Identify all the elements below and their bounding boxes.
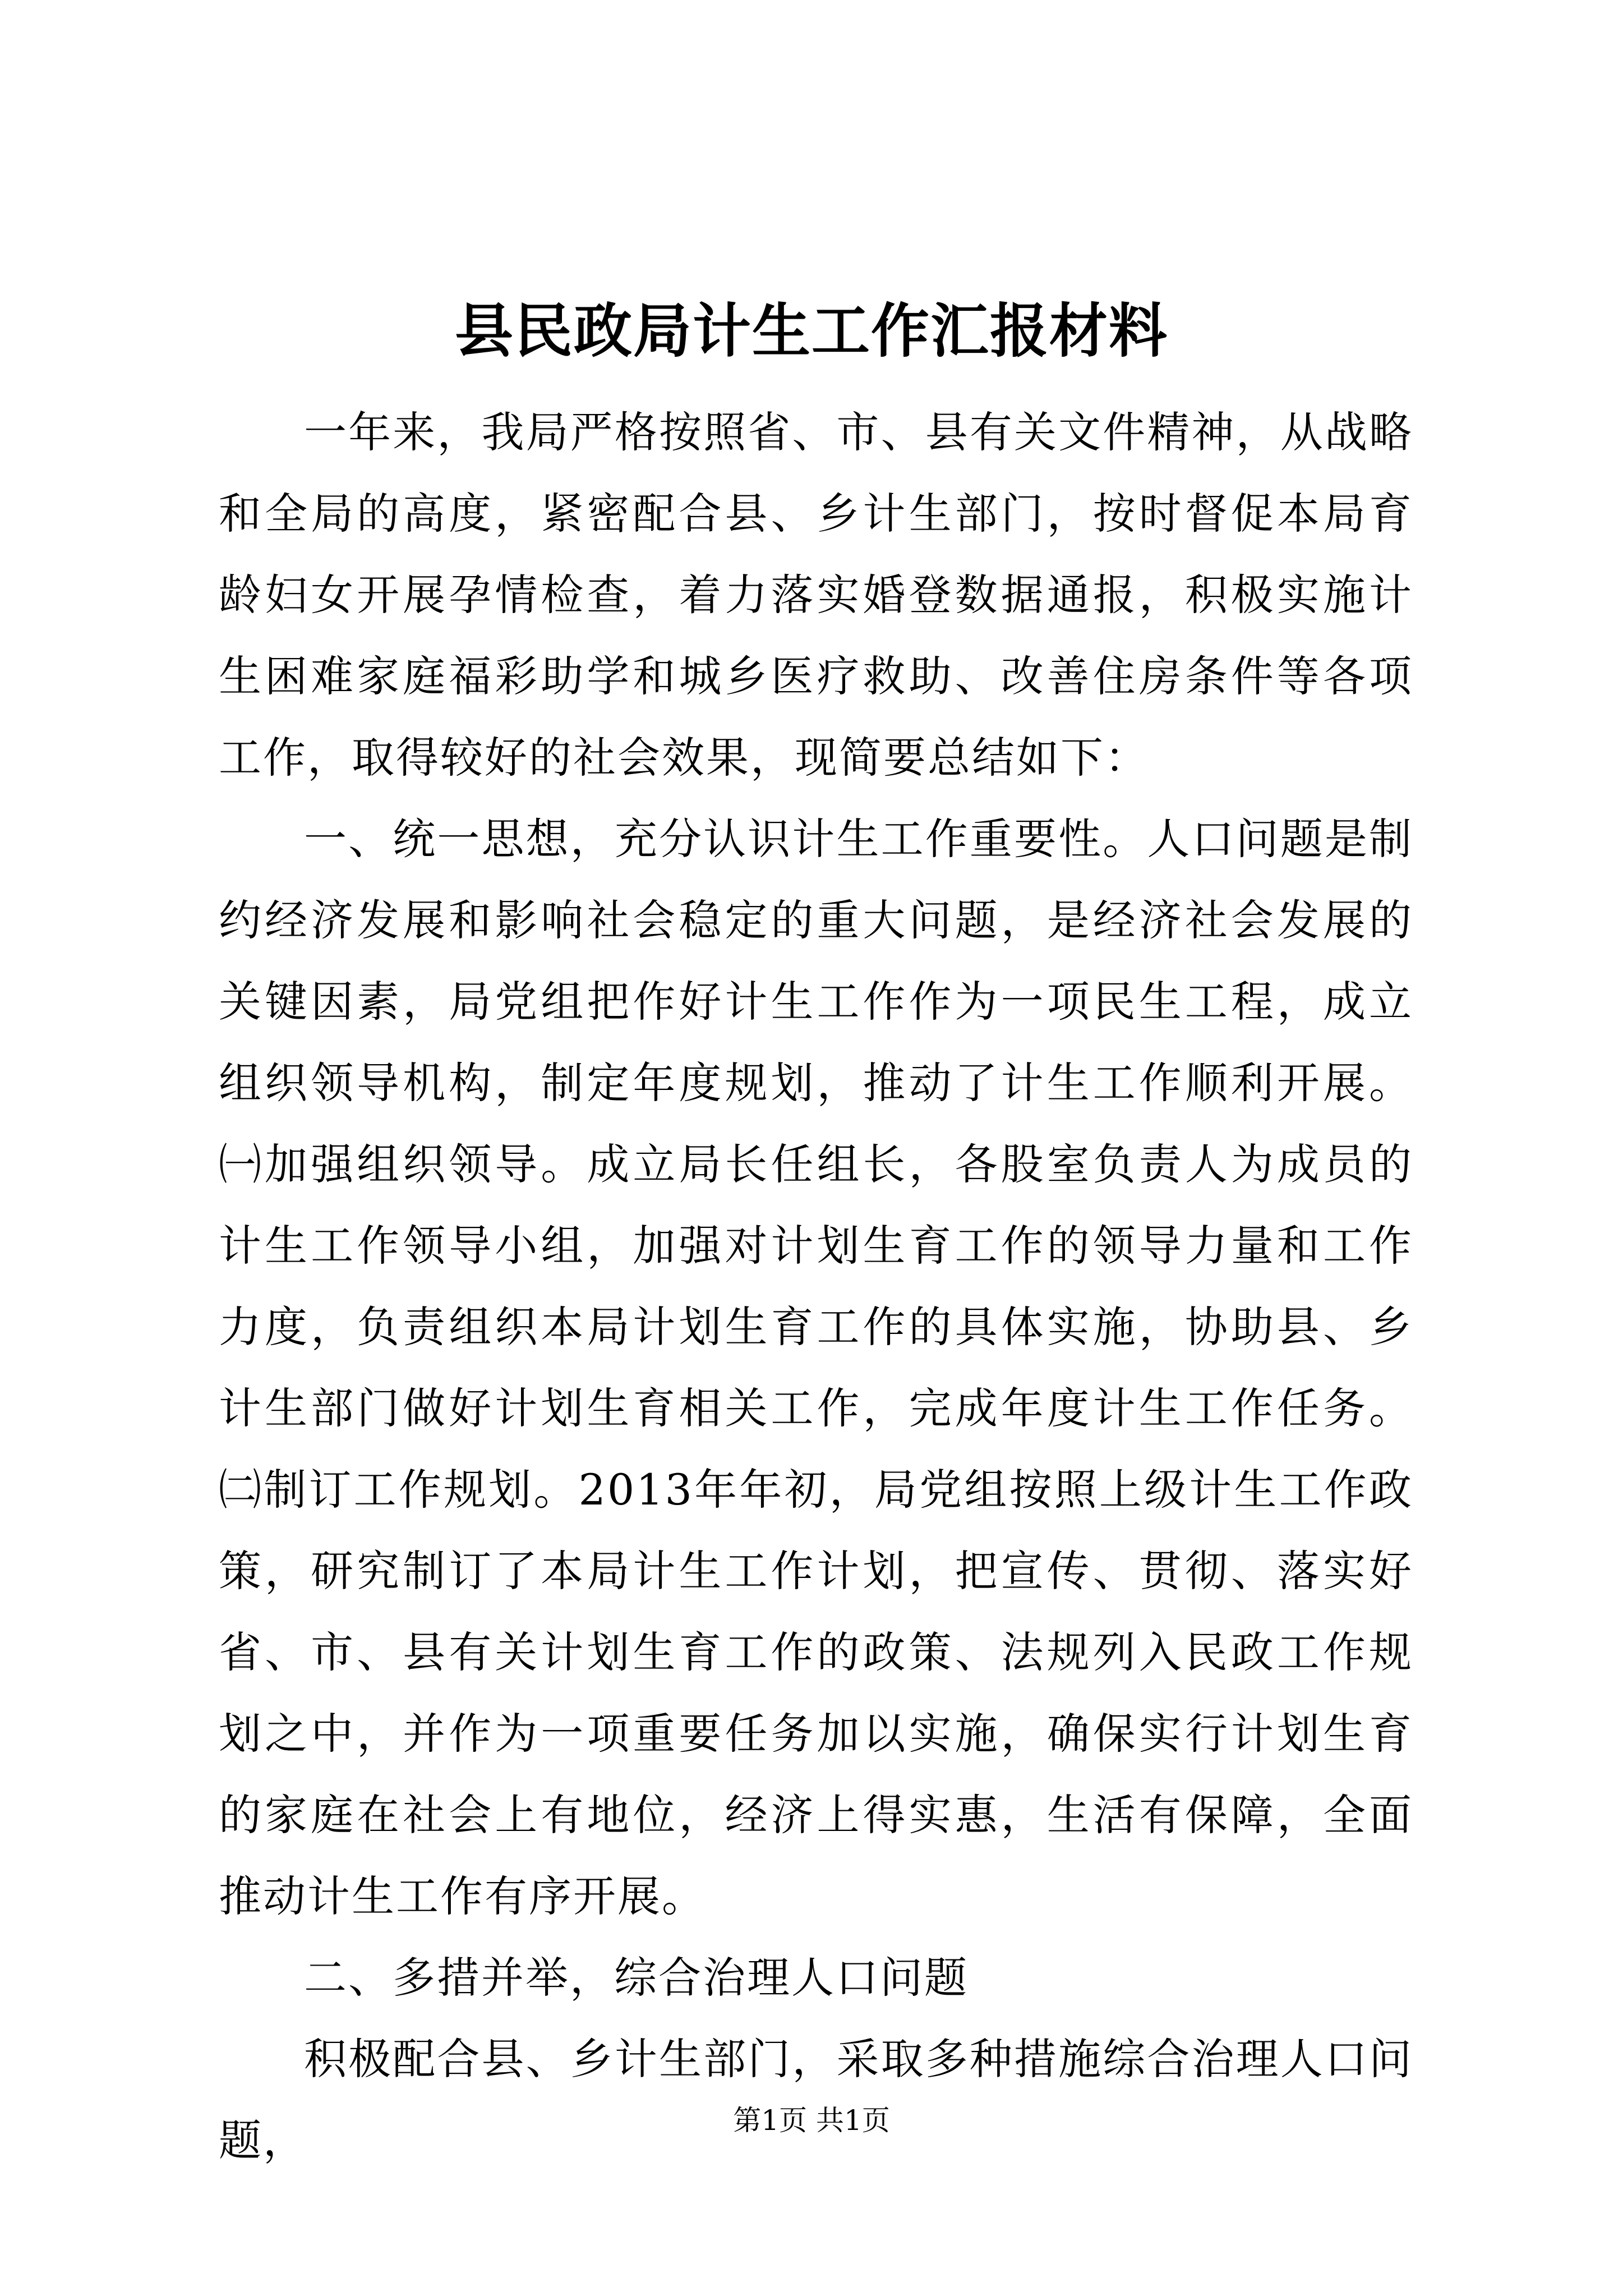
document-title: 县民政局计生工作汇报材料 [454, 296, 1168, 365]
document-body [219, 392, 1413, 2181]
paragraph-section-one: 一、统一思想，充分认识计生工作重要性。人口问题是制约经济发展和影响社会稳定的重大问题，是经济社会发展的关键因素，局党组把作好计生工作作为一项民生工程，成立组织领导机构，制定年度规划，推动了计生工作顺利开展。㈠加强组织领导。成立局长任组长，各股室负责人为成员的计生工作领导小组，加强对计划生育工作的领导力量和工作力度，负责组织本局计划生育工作的具体实施，协助县、乡计生部门做好计划生育相关工作，完成年度计生工作任务。㈡制订工作规划。2013年年初，局党组按照上级计生工作政策，研究制订了本局计生工作计划，把宣传、贯彻、落实好省、市、县有关计划生育工作的政策、法规列入民政工作规划之中，并作为一项重要任务加以实施，确保实行计划生育的家庭在社会上有地位，经济上得实惠，生活有保障，全面推动计生工作有序开展。 [219, 814, 1413, 1921]
paragraph-section-two: 积极配合县、乡计生部门，采取多种措施综合治理人口问题， [219, 2034, 1413, 2165]
paragraph-intro: 一年来，我局严格按照省、市、县有关文件精神，从战略和全局的高度，紧密配合县、乡计生部门，按时督促本局育龄妇女开展孕情检查，着力落实婚登数据通报，积极实施计生困难家庭福彩助学和城乡医疗救助、改善住房条件等各项工作，取得较好的社会效果，现简要总结如下： [219, 407, 1413, 783]
page-number: 第1页 共1页 [733, 2104, 890, 2137]
section-two-heading: 二、多措并举，综合治理人口问题 [304, 1953, 969, 2003]
